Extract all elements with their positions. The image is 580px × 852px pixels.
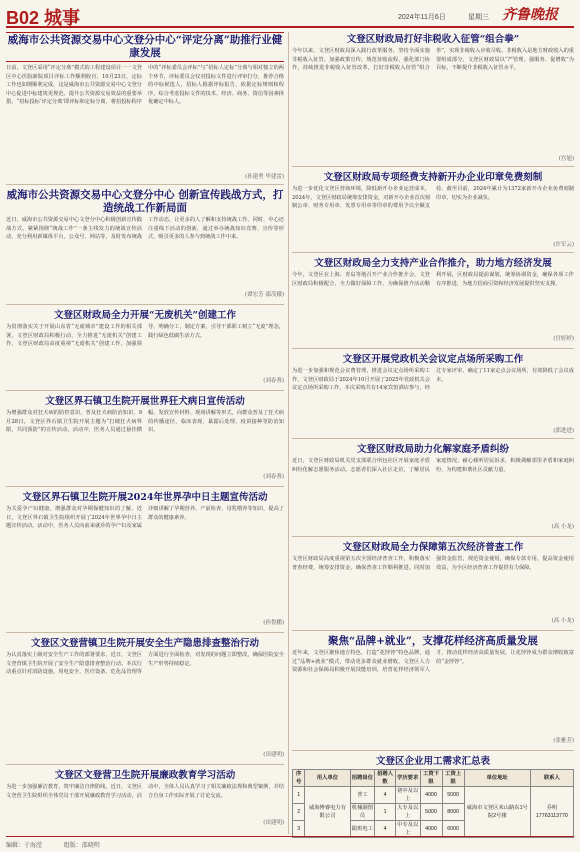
article	[292, 256, 574, 346]
article-headline: 文登区界石镇卫生院开展世界狂犬病日宣传活动	[45, 396, 245, 407]
section-title: B02 城事	[6, 8, 81, 28]
article-body: 为贯彻落实关于开展山东省“无废城市”建设工作的相关部署，文登区财政局积极行动，全力推进“无废机关”创建工作。文登区财政局高度重视“无废机关”创建工作，加强领导、明确分工，制定方案，引导干部职工树立“无废”理念，践行绿色低碳生活方式。	[6, 324, 284, 348]
divider	[292, 252, 574, 253]
table-row: 3 跟班电工 4 中专及以上 4000 6000	[293, 821, 574, 838]
article-body: 今年以来，文登区财政局深入践行改革服务，坚持全面实施非税收入征管，加强政策宣传，规范征收流程，强化部门协作，持续推进非税收入征管改革，打好非税收入征管“组合拳”，实现非税收入应收尽收。非税收入是地方财政收入的重要组成部分，文登区财政局以“严管理、强服务、促增收”为目标，不断提升非税收入征管水平。	[292, 48, 574, 72]
col-header: 招聘人数	[375, 770, 396, 787]
article-body: 为认真落实上级对安全生产工作的部署要求，近日，文登区文登营镇卫生院开展了安全生产隐患排查整治行动。本次行动重点针对消防设施、用电安全、医疗设备、危化品管理等方面进行全面检查，对发现的问题立即整改，确保医院安全生产形势持续稳定。	[6, 652, 284, 676]
article-byline: (谭宏芳 邵茂娥)	[244, 292, 284, 298]
article-body: 近日，威海市公共资源交易中心文登分中心积极创新宣传践战方式，紧紧围绕“统战工作”一条主线发力的统战宣传活动，充分利用新媒体平台，公众号、网站等，及时发布统战工作动态，让更多的人了解和支持统战工作。同时，中心还注重线下活动的创新，通过举办统战知识竞赛、宣传等形式，吸引更多的人参与到统战工作中来。	[6, 217, 284, 241]
col-header: 招聘岗位	[350, 770, 375, 787]
article-headline: 文登区文登营镇卫生院开展安全生产隐患排查整治行动	[30, 638, 259, 649]
article	[6, 32, 284, 184]
article-headline: 文登区财政局全力开展“无废机关”创建工作	[54, 310, 236, 321]
article	[292, 32, 574, 164]
article-byline: (田建明)	[263, 752, 284, 758]
col-header: 学历要求	[395, 770, 420, 787]
article-headline: 文登区财政局全力保障第五次经济普查工作	[342, 542, 524, 553]
right-column	[292, 32, 574, 834]
col-header: 工资下限	[420, 770, 442, 787]
table-row: 1 威海博睿电力有限公司 普工 4 初中及以上 4000 5000 威海市文登区米山路东1号院2号楼 乔明17763113770	[293, 787, 574, 804]
article-headline: 文登区财政局专项经费支持新开办企业印章免费刻制	[323, 172, 543, 183]
article-byline: (宫旭)	[558, 156, 574, 162]
newspaper-logo: 齐鲁晚报	[502, 8, 558, 23]
article-byline: (郭进进)	[553, 428, 574, 434]
address-cell: 威海市文登区米山路东1号院2号楼	[464, 787, 530, 838]
divider	[292, 536, 574, 537]
contact-cell: 乔明17763113770	[530, 787, 573, 838]
article-body: 为进一步优化文登区营商环境，降低新开办企业运营成本，2024年，文登区财政局统筹安排资金，对新开办企业首次刻制公章、财务专用章、发票专用章等印章的费用予以全额支持。截至目前，2024年累计为1372家新开办企业免费刻制印章，切实为企业减负。	[292, 186, 574, 210]
article-byline: (孙建勇 毕建雷)	[244, 174, 284, 180]
job-demand-section	[292, 754, 574, 848]
divider	[6, 390, 284, 391]
article-headline: 文登区开展党政机关会议定点场所采购工作	[342, 354, 524, 365]
article-body: 日前，文登区采用“评定分离”模式的工程建设项目一一文登区中心医院新院项目评标工作顺利收官，10月23日，定标工作也如期顺利完成，这是威海市公共资源交易中心文登分中心促进中标建筑更规范、提升公共资源交易效益的重要举措。“招标投标‘评定分离’即评标和定标分离，将招投标程序中的“评标委员会评标”与“招标人定标”分离与相对独立的两个环节，评标委员会仅对投标文件进行评审打分，推荐合格的中标候选人，招标人根据评标报告，依据定标规则和程序，综合考虑投标文件的技术、经济、商务、资信等因素择优确定中标人。	[6, 65, 284, 106]
article-body: 今年，文登区在上海、青岛等地召开产业合作推介会，文登区财政局积极配合，全力做好保障工作。为确保推介活动顺利开展，区财政局提前谋划，统筹协调资金，确保各项工作有序推进，为地方招商引资和经济发展提供坚实支撑。	[292, 272, 574, 287]
article-headline: 威海市公共资源交易中心文登分中心 创新宣传践战方式，打造统战工作新局面	[6, 189, 284, 214]
job-demand-table	[292, 769, 574, 838]
employer-cell: 威海博睿电力有限公司	[305, 787, 350, 838]
page-footer	[6, 836, 574, 849]
article-byline: (张雅芳)	[553, 738, 574, 744]
page-header	[6, 2, 574, 28]
article-headline: 文登区界石镇卫生院开展2024年世界孕中日主题宣传活动	[22, 492, 268, 503]
article	[6, 394, 284, 484]
article-byline: (刘春蓉)	[263, 474, 284, 480]
divider	[292, 166, 574, 167]
divider	[292, 750, 574, 751]
column-divider	[288, 32, 289, 834]
article-headline: 威海市公共资源交易中心文登分中心“评定分离”助推行业健康发展	[6, 32, 284, 62]
divider	[292, 630, 574, 631]
editor-credit: 编辑：于海滢	[6, 843, 43, 849]
table-title: 文登区企业用工需求汇总表	[375, 756, 490, 767]
article-headline: 文登区财政局打好非税收入征管“组合拳”	[346, 34, 520, 45]
article-byline: (高 小龙)	[551, 618, 574, 624]
article-byline: (高 小龙)	[551, 524, 574, 530]
article-body: 为增强群众对狂犬病的防控意识，普及狂犬病防治知识，9月28日，文登区界石镇卫生院开展主题为“打破狂犬病界限，共同预防”的宣传活动。活动中，医务人员通过悬挂横幅、发放宣传材料、现场讲解等形式，向群众普及了狂犬病的传播途径、临床表现、暴露后处理、疫苗接种等防治知识。	[6, 410, 284, 434]
article-headline: 文登区财政局全力支持产业合作推介，助力地方经济发展	[314, 258, 552, 269]
col-header: 联系人	[530, 770, 573, 787]
col-header: 用人单位	[305, 770, 350, 787]
article	[292, 634, 574, 750]
divider	[6, 632, 284, 633]
article-headline: 文登区文登营卫生院开展廉政教育学习活动	[54, 770, 236, 781]
col-header: 单位地址	[464, 770, 530, 787]
table-row: 2 机械制图员 1 大专及以上 5000 8000	[293, 804, 574, 821]
issue-weekday: 星期三	[468, 14, 489, 21]
article-byline: (宫婷婷)	[553, 336, 574, 342]
divider	[6, 764, 284, 765]
divider	[6, 486, 284, 487]
article-byline: (刘春蓉)	[263, 378, 284, 384]
divider	[292, 348, 574, 349]
col-header: 工资上限	[442, 770, 464, 787]
divider	[6, 304, 284, 305]
article	[6, 636, 284, 762]
article-headline: 聚焦“品牌+就业”，支撑花样经济高质量发展	[328, 635, 538, 647]
design-credit: 组版：邵晓明	[63, 843, 100, 849]
article	[292, 540, 574, 628]
article	[6, 188, 284, 302]
col-header: 序号	[293, 770, 305, 787]
article-headline: 文登区财政局助力化解家庭矛盾纠纷	[356, 444, 509, 455]
article-body: 近年来，文登区聚焦地方特色，打造“花饽饽”特色品牌，通过“品牌+就业”模式，带动更多群众就业增收。文登区人力资源和社会保障局积极开展技能培训，培育花样经济领军人才，推动花样经济高质量发展，让花饽饽成为群众增收致富的“金饽饽”。	[292, 650, 574, 674]
divider	[292, 438, 574, 439]
divider	[6, 184, 284, 185]
article-body: 为关爱孕产妇健康，增强群众对孕期保健知识的了解，近日，文登区界石镇卫生院组织开展了2024年世界孕中日主题宣传活动。活动中，医务人员向前来就诊的孕产妇及家属详细讲解了孕期营养、产前检查、母乳喂养等知识，提高了群众的健康素养。	[6, 506, 284, 530]
article	[292, 170, 574, 250]
article-byline: (孙鲁鹏)	[263, 620, 284, 626]
article-body: 为进一步加强廉洁教育，筑牢廉洁自律防线，近日，文登区文登营卫生院组织全体党员干部开展廉政教育学习活动。活动中，全体人员认真学习了相关廉政法规和典型案例，并结合自身工作实际开展了讨论交流。	[6, 784, 284, 799]
article	[6, 490, 284, 630]
article-body: 文登区财政局高度重视第五次全国经济普查工作，积极落实普查经费，统筹安排资金，确保普查工作顺利推进。同时加强资金监管，规范资金使用，确保专款专用，提高资金使用效益，为全区经济普查工作提供有力保障。	[292, 556, 574, 571]
article-body: 为进一步加强和规范会议费管理，推进会议定点场所采购工作，文登区财政局于2024年10月开展了2025年党政机关会议定点场所采购工作。本次采购共有14家宾馆酒店参与，经过专家评审，确定了11家定点会议场所，有效降低了会议成本。	[292, 368, 574, 392]
issue-date: 2024年11月6日	[398, 14, 446, 21]
article-byline: (田建明)	[263, 820, 284, 826]
article-body: 近日，文登区财政局机关党支部联合所包社区开展家庭矛盾纠纷化解志愿服务活动。志愿者们深入社区走访，了解居民家庭情况，耐心倾听居民诉求，积极调解邻里矛盾和家庭纠纷，为构建和谐社区贡献力量。	[292, 458, 574, 473]
left-column	[6, 32, 284, 834]
article-byline: (许军云)	[553, 242, 574, 248]
